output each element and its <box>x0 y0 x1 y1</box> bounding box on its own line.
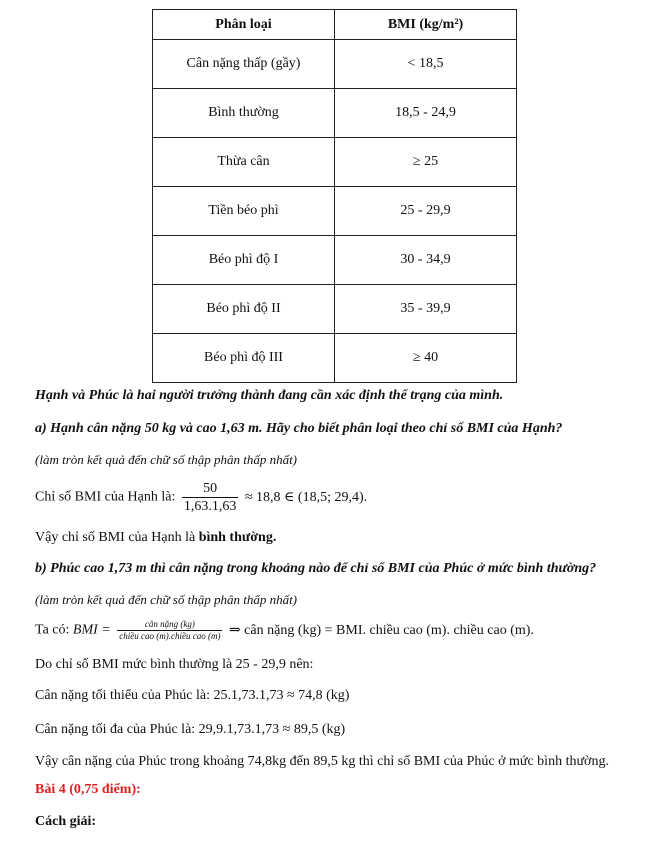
table-cell-bmi: 35 - 39,9 <box>335 285 517 334</box>
table-row <box>153 187 517 236</box>
bai4-title: Bài 4 (0,75 điểm): <box>35 782 141 797</box>
part-a-calculation <box>35 480 367 515</box>
table-cell-bmi: 18,5 - 24,9 <box>335 89 517 138</box>
table-cell-classification: Béo phì độ I <box>153 236 335 285</box>
table-cell-classification: Béo phì độ II <box>153 285 335 334</box>
conclusion-bold: bình thường. <box>198 530 277 545</box>
calc-result: ≈ 18,8 ∈ (18,5; 29,4). <box>244 490 368 505</box>
table-row <box>153 89 517 138</box>
table-row <box>153 40 517 89</box>
part-b-question: b) Phúc cao 1,73 m thì cân nặng trong khoảng nào để chỉ số BMI của Phúc ở mức bình thường? <box>35 561 597 576</box>
part-b-range-line: Do chỉ số BMI mức bình thường là 25 - 29,9 nên: <box>35 657 314 672</box>
intro-text: Hạnh và Phúc là hai người trưởng thành đang cần xác định thể trạng của mình. <box>35 388 504 403</box>
table-row <box>153 285 517 334</box>
fraction-denominator: chiều cao (m).chiều cao (m) <box>119 631 221 641</box>
part-b-min-weight: Cân nặng tối thiểu của Phúc là: 25.1,73.1,73 ≈ 74,8 (kg) <box>35 688 350 703</box>
bai4-subtitle: Cách giải: <box>35 814 97 829</box>
part-b-conclusion: Vậy cân nặng của Phúc trong khoảng 74,8kg đến 89,5 kg thì chỉ số BMI của Phúc ở mức bình thường. <box>35 754 609 769</box>
part-a-conclusion <box>35 530 276 546</box>
bmi-classification-table <box>152 9 517 383</box>
part-b-formula <box>35 619 534 642</box>
part-a-question: a) Hạnh cân nặng 50 kg và cao 1,63 m. Hãy cho biết phân loại theo chỉ số BMI của Hạnh? <box>35 421 563 436</box>
fraction-numerator: cân nặng (kg) <box>117 619 222 631</box>
table-header-row <box>153 10 517 40</box>
part-a-note: (làm tròn kết quả đến chữ số thập phân thấp nhất) <box>35 452 298 467</box>
bmi-fraction <box>182 480 239 515</box>
table-cell-classification: Thừa cân <box>153 138 335 187</box>
table-row <box>153 236 517 285</box>
table-cell-bmi: ≥ 40 <box>335 334 517 383</box>
table-cell-classification: Bình thường <box>153 89 335 138</box>
formula-fraction <box>117 619 222 642</box>
table-cell-bmi: < 18,5 <box>335 40 517 89</box>
formula-rhs: ⇒ cân nặng (kg) = BMI. chiều cao (m). chiều cao (m). <box>228 623 534 638</box>
table-cell-bmi: 30 - 34,9 <box>335 236 517 285</box>
column-header-bmi: BMI (kg/m²) <box>335 10 517 40</box>
part-b-max-weight: Cân nặng tối đa của Phúc là: 29,9.1,73.1,73 ≈ 89,5 (kg) <box>35 722 346 737</box>
table-cell-classification: Béo phì độ III <box>153 334 335 383</box>
formula-prefix: Ta có: <box>35 622 70 638</box>
column-header-classification: Phân loại <box>153 10 335 40</box>
table-cell-bmi: 25 - 29,9 <box>335 187 517 236</box>
table-row <box>153 138 517 187</box>
table-row <box>153 334 517 383</box>
calc-prefix: Chỉ số BMI của Hạnh là: <box>35 489 176 505</box>
fraction-numerator: 50 <box>182 480 239 498</box>
table-cell-classification: Tiền béo phì <box>153 187 335 236</box>
fraction-denominator: 1,63.1,63 <box>183 499 237 514</box>
conclusion-prefix: Vậy chỉ số BMI của Hạnh là <box>35 530 196 545</box>
table-cell-classification: Cân nặng thấp (gầy) <box>153 40 335 89</box>
table-cell-bmi: ≥ 25 <box>335 138 517 187</box>
formula-lhs: BMI = <box>72 622 111 638</box>
part-b-note: (làm tròn kết quả đến chữ số thập phân thấp nhất) <box>35 592 298 607</box>
